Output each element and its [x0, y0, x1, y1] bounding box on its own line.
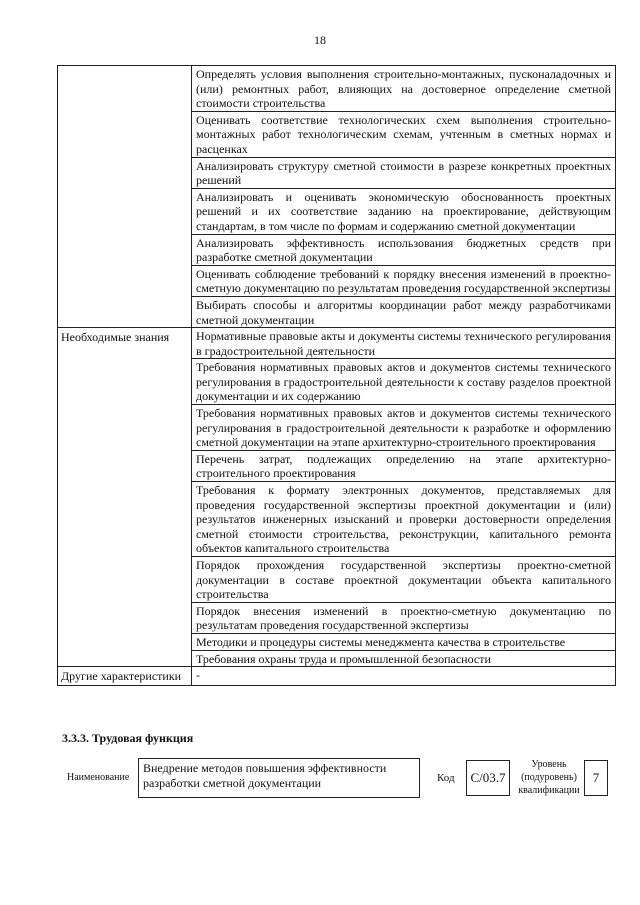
list-item: Анализировать и оценивать экономическую обоснованность проектных решений и их соответствие заданию на проектирование, действующим стандартам, в том числе по формам и содержанию сметной документации — [192, 189, 615, 235]
list-item: Оценивать соответствие технологических схем выполнения строительно-монтажных работ технологическим схемам, учтенным в сметных нормах и расценках — [192, 112, 615, 158]
list-item: Определять условия выполнения строительно-монтажных, пусконаладочных и (или) ремонтных работ, влияющих на достоверное определение сметной стоимости строительства — [192, 66, 615, 112]
row-label — [58, 66, 192, 328]
list-item: Анализировать эффективность использования бюджетных средств при разработке сметной документации — [192, 235, 615, 266]
list-item: Требования к формату электронных документов, представляемых для проведения государственной экспертизы проектной документации и (или) результатов инженерных изысканий и проверки достоверности определения сметной стоимости строительства, реконструкции, капитального ремонта объектов капитального строительства — [192, 482, 615, 557]
list-item: Порядок внесения изменений в проектно-сметную документацию по результатам проведения государственной экспертизы — [192, 603, 615, 634]
code-label: Код — [437, 772, 455, 784]
list-item: Выбирать способы и алгоритмы координации работ между разработчиками сметной документации — [196, 297, 611, 327]
list-item: Оценивать соблюдение требований к порядку внесения изменений в проектно-сметную документацию по результатам проведения государственной экспертизы — [192, 266, 615, 297]
list-item: Порядок прохождения государственной экспертизы проектно-сметной документации в составе проектной документации объекта капитального строительства — [192, 557, 615, 603]
table-row — [58, 667, 616, 686]
competency-table — [57, 65, 616, 686]
list-item: - — [196, 668, 200, 683]
code-value-box: C/03.7 — [466, 760, 510, 796]
function-name-box: Внедрение методов повышения эффективности разработки сметной документации — [138, 758, 420, 798]
level-value-box: 7 — [584, 760, 608, 796]
list-item: Перечень затрат, подлежащих определению на этапе архитектурно-строительного проектирования — [192, 451, 615, 482]
list-item: Анализировать структуру сметной стоимости в разрезе конкретных проектных решений — [192, 158, 615, 189]
list-item: Нормативные правовые акты и документы системы технического регулирования в градостроительной деятельности — [192, 328, 615, 359]
row-content — [192, 66, 616, 328]
list-item: Методики и процедуры системы менеджмента качества в строительстве — [192, 634, 615, 651]
table-row — [58, 66, 616, 328]
section-heading: 3.3.3. Трудовая функция — [62, 731, 194, 745]
level-label: Уровень (подуровень) квалификации — [518, 759, 580, 796]
list-item: Требования нормативных правовых актов и документов системы технического регулирования в градостроительной деятельности к разработке и оформлению сметной документации на этапе архитектурно-строительного проектирования — [192, 405, 615, 451]
list-item: Требования охраны труда и промышленной безопасности — [196, 651, 491, 666]
row-label-knowledge: Необходимые знания — [58, 328, 192, 667]
row-content — [192, 328, 616, 667]
table-row — [58, 328, 616, 667]
row-content — [192, 667, 616, 686]
row-label-other: Другие характеристики — [58, 667, 192, 686]
list-item: Требования нормативных правовых актов и документов системы технического регулирования в градостроительной деятельности к составу разделов проектной документации и их содержанию — [192, 359, 615, 405]
name-label: Наименование — [67, 772, 130, 783]
page-number: 18 — [314, 33, 326, 47]
